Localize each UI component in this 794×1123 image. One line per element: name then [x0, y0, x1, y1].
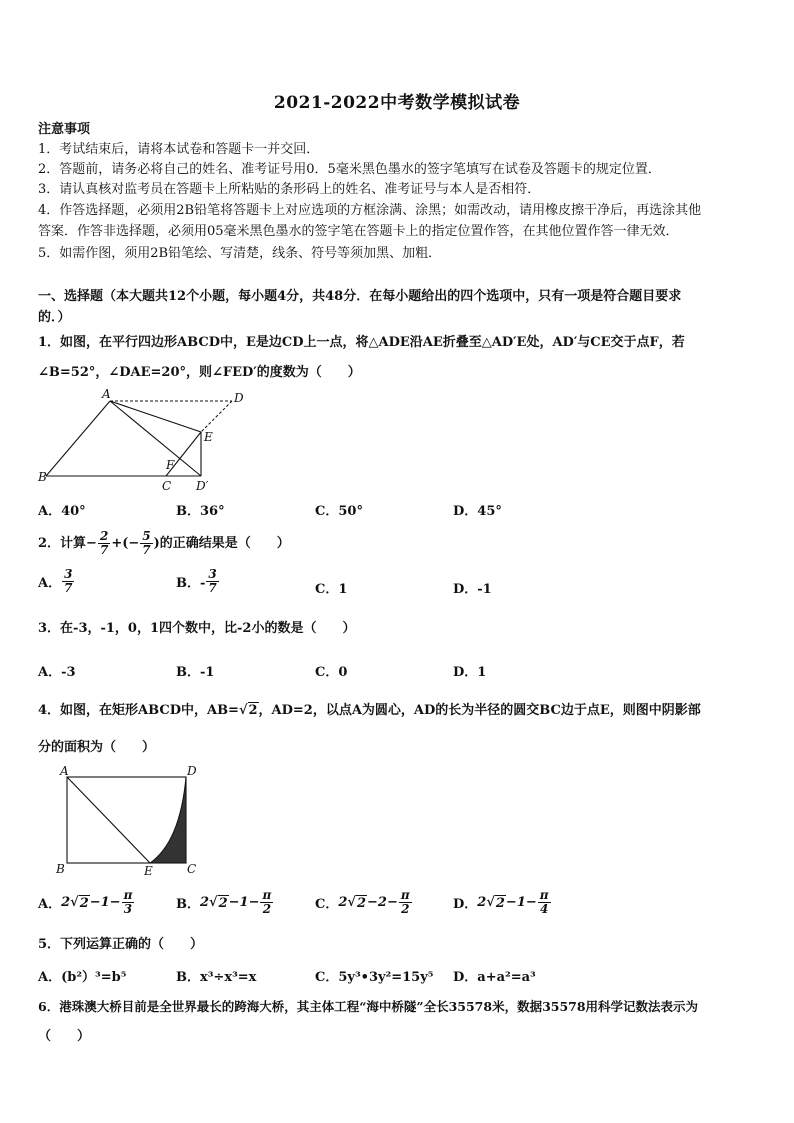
q2-option-d: D．-1 [453, 582, 492, 597]
q1-figure [36, 386, 256, 496]
q4-option-b-label: B． [176, 897, 200, 912]
q4-text-cont: 分的面积为（ ） [38, 740, 156, 755]
notice-item: 3．请认真核对监考员在答题卡上所粘贴的条形码上的姓名、准考证号与本人是否相符． [38, 182, 541, 197]
q2-option-a [38, 568, 75, 595]
q2-option-a-den: 7 [64, 581, 73, 595]
q4-label-d: D [187, 764, 197, 778]
q4-option-c-mid: −2− [367, 895, 398, 910]
q4-option-a-frac [122, 889, 135, 916]
q4-label-b: B [56, 862, 65, 876]
q2-option-b-num: 3 [208, 567, 217, 581]
q4-option-d-den: 4 [539, 902, 549, 916]
q4-option-c-pre: 2 [338, 895, 348, 910]
q2-f2-num: 5 [142, 529, 151, 543]
q4-option-c-frac [399, 889, 412, 916]
q2-option-c: C．1 [315, 582, 348, 597]
q1-label-b: B [38, 470, 47, 484]
q4-option-c: C． 2 √ 2 −2− $\frac{\pi}{2}$ [315, 888, 410, 916]
section-heading: 一、选择题（本大题共12个小题，每小题4分，共48分．在每小题给出的四个选项中，只有一项是符合题目要求 [38, 289, 682, 304]
q6-text-cont: （ ） [38, 1029, 91, 1044]
q1-text: 1．如图，在平行四边形ABCD中，E是边CD上一点，将△ADE沿AE折叠至△AD′E处，AD′与CE交于点F，若 [38, 335, 685, 350]
q4-option-a-rad: 2 [79, 895, 89, 911]
q1-label-e: E [204, 430, 213, 444]
q2-close: ) [153, 535, 160, 551]
q4-option-b-frac [260, 889, 273, 916]
q4-option-d-num: π [539, 888, 549, 902]
q4-option-a-num: π [123, 888, 133, 902]
q2-fraction-2 [140, 530, 152, 557]
q3-option-b: B．-1 [176, 665, 215, 680]
q1-edge-de-dashed [201, 401, 232, 432]
q4-text-b: ，AD=2，以点A为圆心，AD的长为半径的圆交BC边于点E，则图中阴影部 [258, 703, 701, 718]
q5-option-b: B．x³÷x³=x [176, 970, 257, 985]
q4-option-c-den: 2 [401, 902, 410, 916]
q4-figure [52, 764, 208, 876]
q1-label-d: D [234, 391, 244, 405]
q1-label-dprime: D′ [196, 479, 209, 493]
q4-label-e: E [144, 864, 153, 876]
q4-shaded-region [150, 777, 186, 863]
q2-option-b [176, 568, 220, 595]
q2-option-a-num: 3 [64, 567, 73, 581]
notice-item: 1．考试结束后，请将本试卷和答题卡一并交回． [38, 142, 320, 157]
q4-option-b-rad: 2 [218, 895, 228, 911]
q3-option-d: D．1 [453, 665, 487, 680]
notice-item: 4．作答选择题，必须用2B铅笔将答题卡上对应选项的方框涂满、涂黑；如需改动，请用橡皮擦干净后，再选涂其他 [38, 203, 702, 218]
q2-text [38, 530, 290, 557]
q2-option-a-label: A． [38, 576, 62, 591]
q2-minus: − [86, 535, 97, 551]
q1-label-c: C [162, 479, 172, 493]
q5-text: 5．下列运算正确的（ ） [38, 937, 204, 952]
q4-text-a: 4．如图，在矩形ABCD中，AB= [38, 703, 239, 718]
q4-sqrt-value: 2 [248, 703, 258, 718]
q4-text: 4．如图，在矩形ABCD中，AB=√2，AD=2，以点A为圆心，AD的长为半径的圆交BC边于点E，则图中阴影部 [38, 703, 701, 718]
q3-text: 3．在-3，-1，0，1四个数中，比-2小的数是（ ） [38, 621, 356, 636]
q4-option-a-label: A． [38, 897, 62, 912]
q4-option-c-label: C． [315, 897, 339, 912]
q2-option-b-label: B．- [176, 576, 206, 591]
q2-prefix: 2．计算 [38, 535, 87, 551]
q5-option-d: D．a+a²=a³ [453, 970, 536, 985]
q1-label-f: F [166, 458, 175, 472]
q2-f1-num: 2 [99, 529, 109, 543]
q1-edge-adp [110, 401, 201, 476]
q1-option-d: D．45° [453, 504, 502, 519]
notice-item: 2．答题前，请务必将自己的姓名、准考证号用0．5毫米黑色墨水的签字笔填写在试卷及答题卡的规定位置． [38, 162, 661, 177]
q3-option-a: A．-3 [38, 665, 76, 680]
q4-segment-ae [67, 777, 150, 863]
q6-text: 6．港珠澳大桥目前是全世界最长的跨海大桥，其主体工程“海中桥隧”全长35578米，数据35578用科学记数法表示为 [38, 999, 699, 1014]
q4-option-c-num: π [400, 888, 410, 902]
q2-option-b-den: 7 [208, 581, 217, 595]
section-heading-cont: 的．） [38, 310, 71, 325]
q4-option-b-mid: −1− [228, 895, 260, 910]
q2-f2-den: 7 [142, 543, 151, 557]
q4-option-a-mid: −1− [89, 895, 121, 910]
q1-option-a: A．40° [38, 504, 86, 519]
page-title: 2021-2022中考数学模拟试卷 [273, 93, 521, 113]
q4-option-b-pre: 2 [200, 895, 210, 910]
q4-option-a-den: 3 [123, 902, 133, 916]
q4-option-d-rad: 2 [495, 895, 505, 911]
notice-heading: 注意事项 [38, 122, 91, 137]
q5-option-a: A．(b²）³=b⁵ [38, 970, 127, 985]
q4-option-d-pre: 2 [477, 895, 487, 910]
q4-label-a: A [60, 764, 69, 778]
q4-option-b-num: π [262, 888, 272, 902]
q2-suffix: 的正确结果是（ ） [159, 535, 290, 551]
q1-edge-ae [110, 401, 201, 432]
q4-option-c-rad: 2 [356, 895, 366, 911]
q3-option-c: C．0 [315, 665, 348, 680]
q4-option-b-den: 2 [262, 902, 272, 916]
q4-option-d-mid: −1− [505, 895, 537, 910]
q4-option-a-pre: 2 [61, 895, 71, 910]
q4-option-a: A． 2 √ 2 −1− $\frac{\pi}{3}$ [38, 888, 133, 916]
q1-option-c: C．50° [315, 504, 363, 519]
q4-option-d: D． 2 √ 2 −1− $\frac{\pi}{4}$ [453, 888, 549, 916]
q2-option-b-frac [206, 568, 218, 595]
q4-option-d-label: D． [453, 897, 478, 912]
q5-option-c: C．5y³•3y²=15y⁵ [315, 970, 434, 985]
q2-fraction-1 [98, 530, 110, 557]
q1-option-b: B．36° [176, 504, 225, 519]
q4-option-b: B． 2 √ 2 −1− $\frac{\pi}{2}$ [176, 888, 272, 916]
q1-edge-ab [46, 401, 110, 476]
q2-f1-den: 7 [99, 543, 109, 557]
notice-item: 答案．作答非选择题，必须用05毫米黑色墨水的签字笔在答题卡上的指定位置作答，在其他位置作答一律无效． [38, 224, 679, 239]
q2-option-a-frac [62, 568, 74, 595]
q1-label-a: A [102, 387, 111, 401]
q2-plus: +(− [111, 535, 140, 551]
q1-text-cont: ∠B=52°，∠DAE=20°，则∠FED′的度数为（ ） [38, 365, 361, 380]
notice-item: 5．如需作图，须用2B铅笔绘、写清楚，线条、符号等须加黑、加粗． [38, 246, 442, 261]
q4-option-d-frac [538, 889, 551, 916]
q4-label-c: C [187, 862, 197, 876]
